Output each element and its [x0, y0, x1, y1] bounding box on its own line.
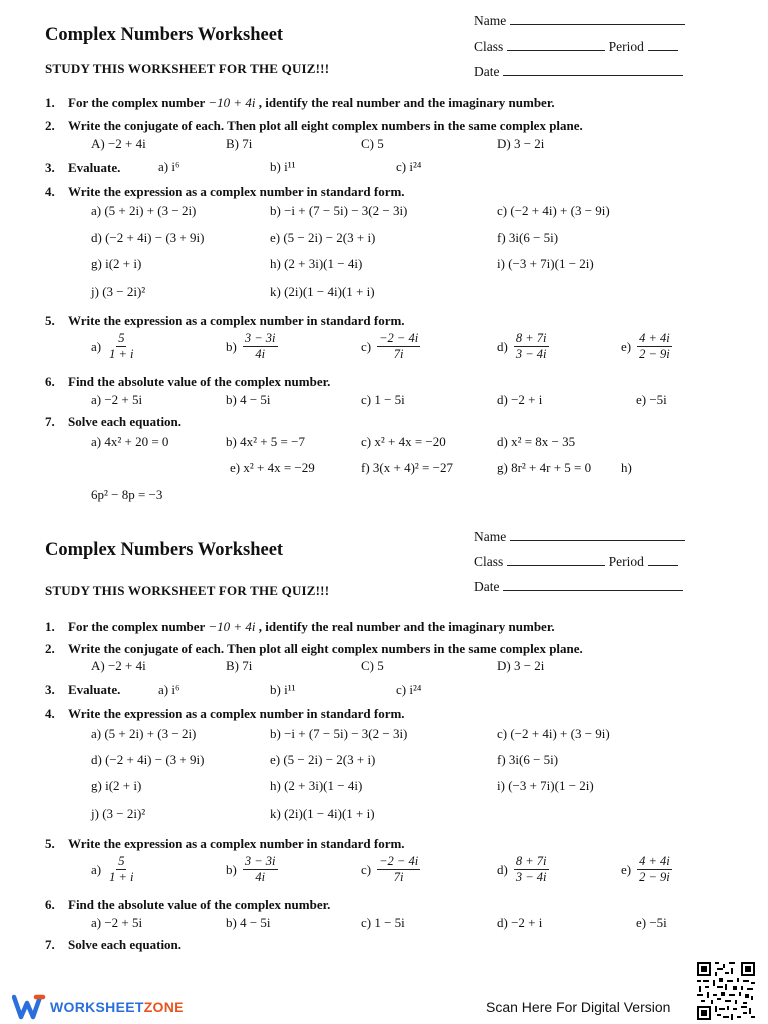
period-label: Period: [608, 554, 644, 569]
q3-number: 3.: [45, 160, 55, 175]
period-label: Period: [608, 39, 644, 54]
q6-item-b: b) 4 − 5i: [226, 392, 271, 407]
q6-item-e: e) −5i: [636, 915, 667, 930]
q4-item-b: b) −i + (7 − 5i) − 3(2 − 3i): [270, 726, 408, 741]
class-label: Class: [474, 554, 504, 569]
logo-text-prefix: WORKSHEET: [50, 999, 144, 1015]
class-label: Class: [474, 39, 504, 54]
q7-item-d: d) x² = 8x − 35: [497, 434, 576, 449]
q5-item-d: d) $\frac{8 + 7i}{3 - 4i}$: [497, 331, 547, 361]
q6-item-d: d) −2 + i: [497, 915, 543, 930]
q6-text: Find the absolute value of the complex number.: [68, 374, 331, 389]
q7-text: Solve each equation.: [68, 937, 182, 952]
date-field[interactable]: [474, 62, 683, 80]
date-label: Date: [474, 64, 500, 79]
class-field[interactable]: [474, 552, 678, 570]
q3-item-b: b) i¹¹: [270, 682, 296, 697]
q3-text: Evaluate.: [68, 682, 121, 697]
q6-item-a: a) −2 + 5i: [91, 392, 143, 407]
q3-item-c: c) i²⁴: [396, 682, 422, 697]
q5-text: Write the expression as a complex number in standard form.: [68, 836, 405, 851]
q7-item-h: h): [621, 460, 632, 475]
q4-item-c: c) (−2 + 4i) + (3 − 9i): [497, 726, 610, 741]
logo-text-suffix: ZONE: [143, 999, 184, 1015]
worksheet-title: Complex Numbers Worksheet: [45, 540, 284, 560]
q1-number: 1.: [45, 95, 55, 110]
q1-text: For the complex number −10 + 4i , identify the real number and the imaginary number.: [68, 619, 555, 634]
q5-text: Write the expression as a complex number in standard form.: [68, 313, 405, 328]
q6-item-c: c) 1 − 5i: [361, 392, 405, 407]
name-field[interactable]: [474, 527, 685, 545]
q2-item-c: C) 5: [361, 136, 384, 151]
class-field[interactable]: [474, 37, 678, 55]
q2-text: Write the conjugate of each. Then plot all eight complex numbers in the same complex plane.: [68, 641, 583, 656]
worksheet-title: Complex Numbers Worksheet: [45, 25, 284, 45]
q7-item-h-expr: 6p² − 8p = −3: [91, 487, 163, 502]
name-field[interactable]: [474, 11, 685, 29]
q6-text: Find the absolute value of the complex number.: [68, 897, 331, 912]
q5-item-e: e) $\frac{4 + 4i}{2 - 9i}$: [621, 331, 670, 361]
worksheetzone-logo-icon: [12, 994, 46, 1020]
q4-item-i: i) (−3 + 7i)(1 − 2i): [497, 778, 594, 793]
q4-item-b: b) −i + (7 − 5i) − 3(2 − 3i): [270, 203, 408, 218]
q3-item-b: b) i¹¹: [270, 159, 296, 174]
date-label: Date: [474, 579, 500, 594]
q4-item-e: e) (5 − 2i) − 2(3 + i): [270, 752, 376, 767]
q4-item-k: k) (2i)(1 − 4i)(1 + i): [270, 284, 375, 299]
q1-text: For the complex number −10 + 4i , identify the real number and the imaginary number.: [68, 95, 555, 110]
q5-item-c: c) $\frac{-2 - 4i}{7i}$: [361, 331, 419, 361]
name-label: Name: [474, 13, 507, 28]
q4-item-h: h) (2 + 3i)(1 − 4i): [270, 778, 363, 793]
worksheet-subtitle: STUDY THIS WORKSHEET FOR THE QUIZ!!!: [45, 61, 330, 76]
q4-item-h: h) (2 + 3i)(1 − 4i): [270, 256, 363, 271]
q4-item-g: g) i(2 + i): [91, 256, 142, 271]
q4-item-j: j) (3 − 2i)²: [91, 284, 146, 299]
q5-item-b: b) $\frac{3 - 3i}{4i}$: [226, 331, 276, 361]
q7-item-b: b) 4x² + 5 = −7: [226, 434, 305, 449]
q7-item-f: f) 3(x + 4)² = −27: [361, 460, 453, 475]
q3-item-c: c) i²⁴: [396, 159, 422, 174]
q4-text: Write the expression as a complex number in standard form.: [68, 706, 405, 721]
q5-item-e: e) $\frac{4 + 4i}{2 - 9i}$: [621, 854, 670, 884]
q4-item-f: f) 3i(6 − 5i): [497, 752, 559, 767]
q3-number: 3.: [45, 682, 55, 697]
q2-item-d: D) 3 − 2i: [497, 136, 545, 151]
q5-item-d: d) $\frac{8 + 7i}{3 - 4i}$: [497, 854, 547, 884]
q2-item-a: A) −2 + 4i: [91, 136, 146, 151]
name-label: Name: [474, 529, 507, 544]
q6-item-d: d) −2 + i: [497, 392, 543, 407]
worksheetzone-logo[interactable]: [12, 994, 184, 1020]
q5-number: 5.: [45, 836, 55, 851]
q3-item-a: a) i⁶: [158, 159, 180, 174]
q4-item-c: c) (−2 + 4i) + (3 − 9i): [497, 203, 610, 218]
q2-item-c: C) 5: [361, 658, 384, 673]
q3-item-a: a) i⁶: [158, 682, 180, 697]
q4-number: 4.: [45, 706, 55, 721]
q7-item-a: a) 4x² + 20 = 0: [91, 434, 169, 449]
q2-item-b: B) 7i: [226, 136, 253, 151]
q5-item-a: a) $\frac{5}{1 + i}$: [91, 331, 134, 361]
scan-text: Scan Here For Digital Version: [486, 999, 671, 1015]
q5-number: 5.: [45, 313, 55, 328]
q7-text: Solve each equation.: [68, 414, 182, 429]
q4-item-a: a) (5 + 2i) + (3 − 2i): [91, 203, 197, 218]
q6-number: 6.: [45, 897, 55, 912]
q6-item-a: a) −2 + 5i: [91, 915, 143, 930]
q6-number: 6.: [45, 374, 55, 389]
q4-number: 4.: [45, 184, 55, 199]
qr-code-icon[interactable]: [697, 962, 755, 1020]
q4-item-g: g) i(2 + i): [91, 778, 142, 793]
worksheet-subtitle: STUDY THIS WORKSHEET FOR THE QUIZ!!!: [45, 583, 330, 598]
q7-number: 7.: [45, 414, 55, 429]
q6-item-b: b) 4 − 5i: [226, 915, 271, 930]
q4-item-f: f) 3i(6 − 5i): [497, 230, 559, 245]
q4-item-a: a) (5 + 2i) + (3 − 2i): [91, 726, 197, 741]
q6-item-e: e) −5i: [636, 392, 667, 407]
q4-item-j: j) (3 − 2i)²: [91, 806, 146, 821]
q4-item-e: e) (5 − 2i) − 2(3 + i): [270, 230, 376, 245]
q3-text: Evaluate.: [68, 160, 121, 175]
q2-item-d: D) 3 − 2i: [497, 658, 545, 673]
q2-number: 2.: [45, 118, 55, 133]
q2-item-b: B) 7i: [226, 658, 253, 673]
q4-item-i: i) (−3 + 7i)(1 − 2i): [497, 256, 594, 271]
q7-item-c: c) x² + 4x = −20: [361, 434, 446, 449]
q7-item-e: e) x² + 4x = −29: [230, 460, 315, 475]
q5-item-c: c) $\frac{-2 - 4i}{7i}$: [361, 854, 419, 884]
q5-item-b: b) $\frac{3 - 3i}{4i}$: [226, 854, 276, 884]
q7-item-g: g) 8r² + 4r + 5 = 0: [497, 460, 592, 475]
q6-item-c: c) 1 − 5i: [361, 915, 405, 930]
q4-text: Write the expression as a complex number in standard form.: [68, 184, 405, 199]
q1-number: 1.: [45, 619, 55, 634]
date-field[interactable]: [474, 577, 683, 595]
q2-text: Write the conjugate of each. Then plot all eight complex numbers in the same complex plane.: [68, 118, 583, 133]
q4-item-d: d) (−2 + 4i) − (3 + 9i): [91, 752, 205, 767]
q4-item-d: d) (−2 + 4i) − (3 + 9i): [91, 230, 205, 245]
q5-item-a: a) $\frac{5}{1 + i}$: [91, 854, 134, 884]
q2-item-a: A) −2 + 4i: [91, 658, 146, 673]
q2-number: 2.: [45, 641, 55, 656]
q7-number: 7.: [45, 937, 55, 952]
q4-item-k: k) (2i)(1 − 4i)(1 + i): [270, 806, 375, 821]
